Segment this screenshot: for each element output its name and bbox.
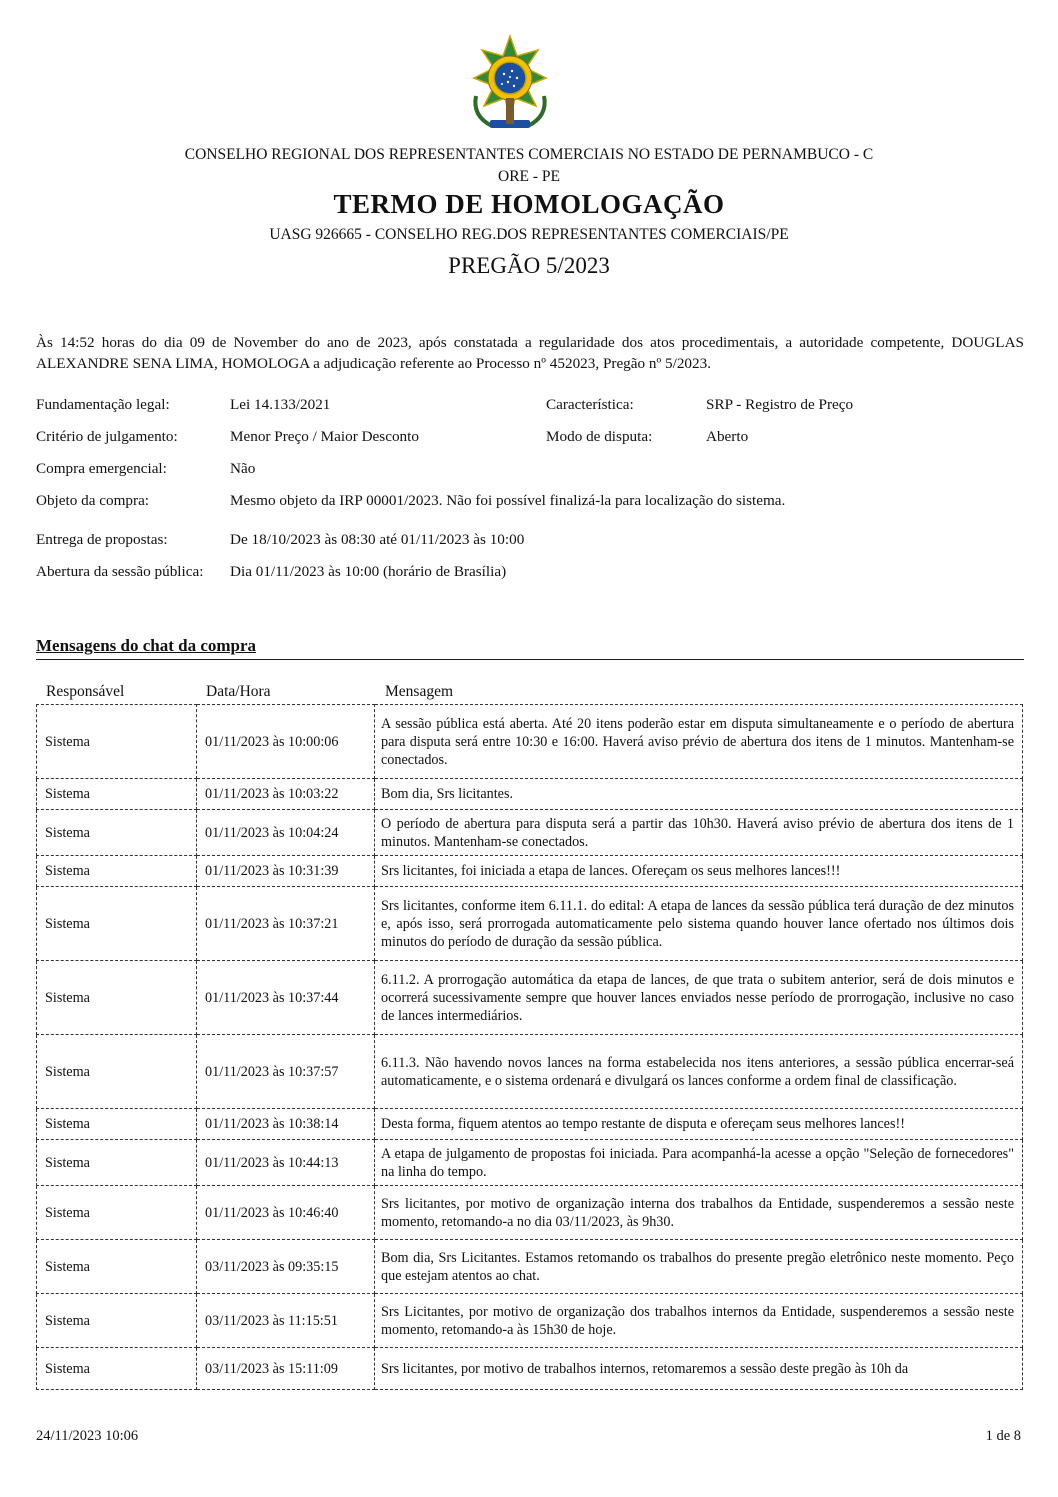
organization-name-line1: CONSELHO REGIONAL DOS REPRESENTANTES COMERCIAIS NO ESTADO DE PERNAMBUCO - C (184, 146, 874, 163)
cell-mensagem: Srs licitantes, por motivo de organização interna dos trabalhos da Entidade, suspenderemos a sessão neste momento, retomando-a no dia 03/11/2023, às 9h30. (375, 1186, 1023, 1240)
entrega-label: Entrega de propostas: (36, 531, 168, 548)
objeto-label: Objeto da compra: (36, 492, 150, 509)
caracteristica-value: SRP - Registro de Preço (706, 396, 854, 413)
footer-date: 24/11/2023 10:06 (36, 1428, 139, 1444)
homologation-statement: Às 14:52 horas do dia 09 de November do ano de 2023, após constatada a regularidade dos atos procedimentais, a autoridade competente, DOUGLAS ALEXANDRE SENA LIMA, HOMOLOGA a adjudicação referente ao Processo nº 452023, Pregão nº 5/2023. (36, 334, 1024, 372)
cell-mensagem: A etapa de julgamento de propostas foi iniciada. Para acompanhá-la acesse a opção "Seleção de fornecedores" na linha do tempo. (375, 1140, 1023, 1186)
cell-responsavel: Sistema (37, 1240, 197, 1294)
abertura-value: Dia 01/11/2023 às 10:00 (horário de Brasília) (230, 563, 507, 580)
table-row (37, 1035, 1023, 1109)
entrega-value: De 18/10/2023 às 08:30 até 01/11/2023 às 10:00 (230, 531, 525, 548)
cell-datahora: 01/11/2023 às 10:37:21 (197, 887, 375, 961)
cell-mensagem: A sessão pública está aberta. Até 20 itens poderão estar em disputa simultaneamente e o período de abertura para disputa será entre 10:30 e 16:00. Haverá aviso prévio de abertura dos itens de 1 minutos. Mantenham-se conectados. (375, 705, 1023, 779)
cell-datahora: 01/11/2023 às 10:44:13 (197, 1140, 375, 1186)
document-title: TERMO DE HOMOLOGAÇÃO (333, 189, 725, 219)
cell-mensagem: Bom dia, Srs Licitantes. Estamos retomando os trabalhos do presente pregão eletrônico neste momento. Peço que estejam atentos ao chat. (375, 1240, 1023, 1294)
table-row (37, 856, 1023, 887)
cell-datahora: 01/11/2023 às 10:00:06 (197, 705, 375, 779)
criterio-label: Critério de julgamento: (36, 428, 178, 445)
cell-responsavel: Sistema (37, 1294, 197, 1348)
cell-datahora: 01/11/2023 às 10:37:57 (197, 1035, 375, 1109)
chat-messages-table (36, 704, 1023, 1390)
table-row (37, 1240, 1023, 1294)
cell-responsavel: Sistema (37, 1035, 197, 1109)
cell-responsavel: Sistema (37, 810, 197, 856)
cell-datahora: 01/11/2023 às 10:31:39 (197, 856, 375, 887)
table-row (37, 1348, 1023, 1390)
cell-responsavel: Sistema (37, 961, 197, 1035)
table-row (37, 779, 1023, 810)
table-row (37, 705, 1023, 779)
column-header-mensagem: Mensagem (385, 683, 454, 700)
criterio-value: Menor Preço / Maior Desconto (230, 428, 419, 445)
modo-value: Aberto (706, 428, 749, 445)
cell-datahora: 01/11/2023 às 10:03:22 (197, 779, 375, 810)
cell-mensagem: 6.11.2. A prorrogação automática da etapa de lances, de que trata o subitem anterior, será de dois minutos e ocorrerá sucessivamente sempre que houver lances enviados nesse período de prorrogação, inclusive no caso de lances intermediários. (375, 961, 1023, 1035)
table-row (37, 810, 1023, 856)
cell-responsavel: Sistema (37, 887, 197, 961)
cell-datahora: 01/11/2023 às 10:37:44 (197, 961, 375, 1035)
cell-mensagem: Srs licitantes, por motivo de trabalhos internos, retomaremos a sessão deste pregão às 10h da (375, 1348, 1023, 1390)
table-row (37, 1186, 1023, 1240)
cell-mensagem: Srs licitantes, conforme item 6.11.1. do edital: A etapa de lances da sessão pública terá duração de dez minutos e, após isso, será prorrogada automaticamente pelo sistema quando houver lance ofertado nos últimos dois minutos do período de duração da sessão pública. (375, 887, 1023, 961)
cell-datahora: 01/11/2023 às 10:38:14 (197, 1109, 375, 1140)
table-row (37, 1109, 1023, 1140)
emergencial-value: Não (230, 460, 256, 477)
organization-name (0, 144, 1058, 188)
emergencial-label: Compra emergencial: (36, 460, 167, 477)
fundamentacao-value: Lei 14.133/2021 (230, 396, 331, 413)
cell-responsavel: Sistema (37, 1140, 197, 1186)
pregao-number: PREGÃO 5/2023 (448, 253, 610, 278)
fundamentacao-label: Fundamentação legal: (36, 396, 170, 413)
cell-responsavel: Sistema (37, 705, 197, 779)
table-row (37, 887, 1023, 961)
cell-datahora: 01/11/2023 às 10:46:40 (197, 1186, 375, 1240)
caracteristica-label: Característica: (546, 396, 634, 413)
cell-datahora: 03/11/2023 às 15:11:09 (197, 1348, 375, 1390)
cell-responsavel: Sistema (37, 779, 197, 810)
cell-datahora: 01/11/2023 às 10:04:24 (197, 810, 375, 856)
table-row (37, 1140, 1023, 1186)
footer-page-number: 1 de 8 (985, 1428, 1021, 1444)
objeto-value: Mesmo objeto da IRP 00001/2023. Não foi possível finalizá-la para localização do sistema. (230, 492, 786, 509)
cell-mensagem: Srs Licitantes, por motivo de organização dos trabalhos internos da Entidade, suspenderemos a sessão neste momento, retomando-a às 15h30 de hoje. (375, 1294, 1023, 1348)
column-header-responsavel: Responsável (46, 683, 125, 700)
table-row (37, 1294, 1023, 1348)
cell-mensagem: Bom dia, Srs licitantes. (375, 779, 1023, 810)
section-divider (36, 659, 1024, 660)
coat-of-arms-icon (462, 34, 558, 134)
cell-mensagem: 6.11.3. Não havendo novos lances na forma estabelecida nos itens anteriores, a sessão pública encerrar-seá automaticamente, e o sistema ordenará e divulgará os lances conforme a ordem final de classificação. (375, 1035, 1023, 1109)
modo-label: Modo de disputa: (546, 428, 653, 445)
uasg-line: UASG 926665 - CONSELHO REG.DOS REPRESENTANTES COMERCIAIS/PE (269, 226, 789, 243)
cell-responsavel: Sistema (37, 1186, 197, 1240)
cell-mensagem: Desta forma, fiquem atentos ao tempo restante de disputa e ofereçam seus melhores lances!! (375, 1109, 1023, 1140)
cell-responsavel: Sistema (37, 856, 197, 887)
cell-responsavel: Sistema (37, 1348, 197, 1390)
cell-mensagem: Srs licitantes, foi iniciada a etapa de lances. Ofereçam os seus melhores lances!!! (375, 856, 1023, 887)
abertura-label: Abertura da sessão pública: (36, 563, 204, 580)
organization-name-line2: ORE - PE (498, 168, 560, 185)
cell-mensagem: O período de abertura para disputa será a partir das 10h30. Haverá aviso prévio de abertura dos itens de 1 minutos. Mantenham-se conectados. (375, 810, 1023, 856)
cell-datahora: 03/11/2023 às 11:15:51 (197, 1294, 375, 1348)
cell-responsavel: Sistema (37, 1109, 197, 1140)
column-header-datahora: Data/Hora (206, 683, 271, 700)
table-row (37, 961, 1023, 1035)
chat-section-title: Mensagens do chat da compra (36, 636, 257, 655)
cell-datahora: 03/11/2023 às 09:35:15 (197, 1240, 375, 1294)
